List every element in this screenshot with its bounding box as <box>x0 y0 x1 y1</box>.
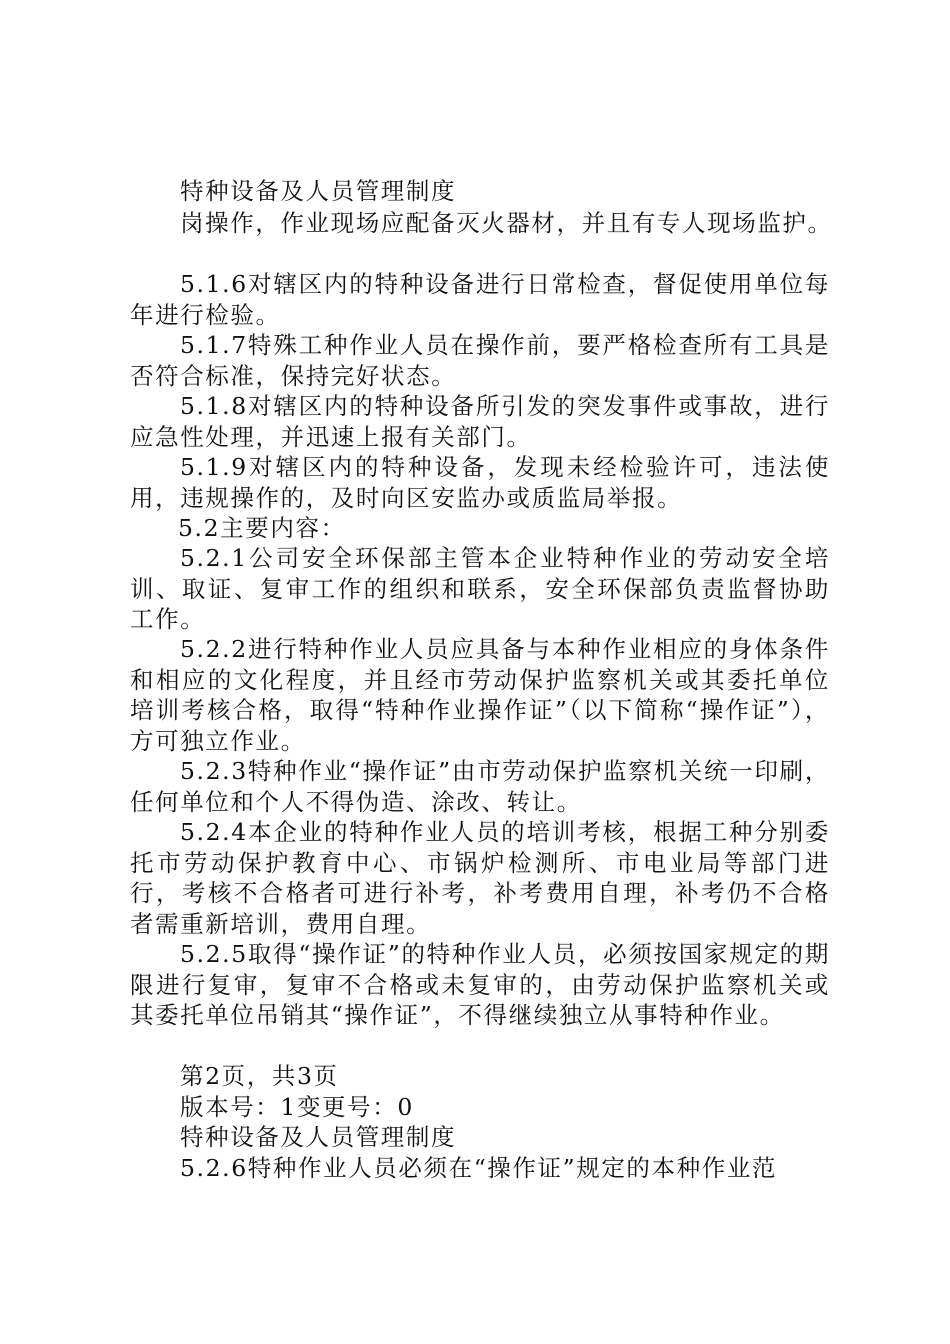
paragraph-5-1-6: 5.1.6对辖区内的特种设备进行日常检查，督促使用单位每年进行检验。 <box>130 270 830 329</box>
paragraph-5-2-6: 5.2.6特种作业人员必须在“操作证”规定的本种作业范 <box>180 1154 778 1182</box>
paragraph-5-2-1: 5.2.1公司安全环保部主管本企业特种作业的劳动安全培训、取证、复审工作的组织和联系，安全环保部负责监督协助工作。 <box>130 544 830 633</box>
paragraph-5-1-9: 5.1.9对辖区内的特种设备，发现未经检验许可，违法使用，违规操作的，及时向区安监办或质监局举报。 <box>130 453 830 512</box>
next-page-header: 特种设备及人员管理制度 <box>180 1123 457 1151</box>
paragraph-5-1-7: 5.1.7特殊工种作业人员在操作前，要严格检查所有工具是否符合标准，保持完好状态。 <box>130 331 830 390</box>
section-5-2-heading: 5.2主要内容： <box>178 514 346 542</box>
paragraph-5-2-2: 5.2.2进行特种作业人员应具备与本种作业相应的身体条件和相应的文化程度，并且经市劳动保护监察机关或其委托单位培训考核合格，取得“特种作业操作证”（以下简称“操作证”），方可独立作业。 <box>130 635 830 755</box>
paragraph-5-2-4: 5.2.4本企业的特种作业人员的培训考核，根据工种分别委托市劳动保护教育中心、市锅炉检测所、市电业局等部门进行，考核不合格者可进行补考，补考费用自理，补考仍不合格者需重新培训，费用自理。 <box>130 818 830 938</box>
paragraph-5-2-5: 5.2.5取得“操作证”的特种作业人员，必须按国家规定的期限进行复审，复审不合格或未复审的，由劳动保护监察机关或其委托单位吊销其“操作证”，不得继续独立从事特种作业。 <box>130 940 830 1029</box>
paragraph-5-1-8: 5.1.8对辖区内的特种设备所引发的突发事件或事故，进行应急性处理，并迅速上报有关部门。 <box>130 392 830 451</box>
page-number: 第2页，共3页 <box>180 1062 339 1090</box>
paragraph-5-2-3: 5.2.3特种作业“操作证”由市劳动保护监察机关统一印刷，任何单位和个人不得伪造、涂改、转让。 <box>130 757 830 816</box>
header-title: 特种设备及人员管理制度 <box>180 177 457 205</box>
continuation-line: 岗操作，作业现场应配备灭火器材，并且有专人现场监护。 <box>180 209 833 237</box>
version-info: 版本号：1变更号：0 <box>180 1093 414 1121</box>
